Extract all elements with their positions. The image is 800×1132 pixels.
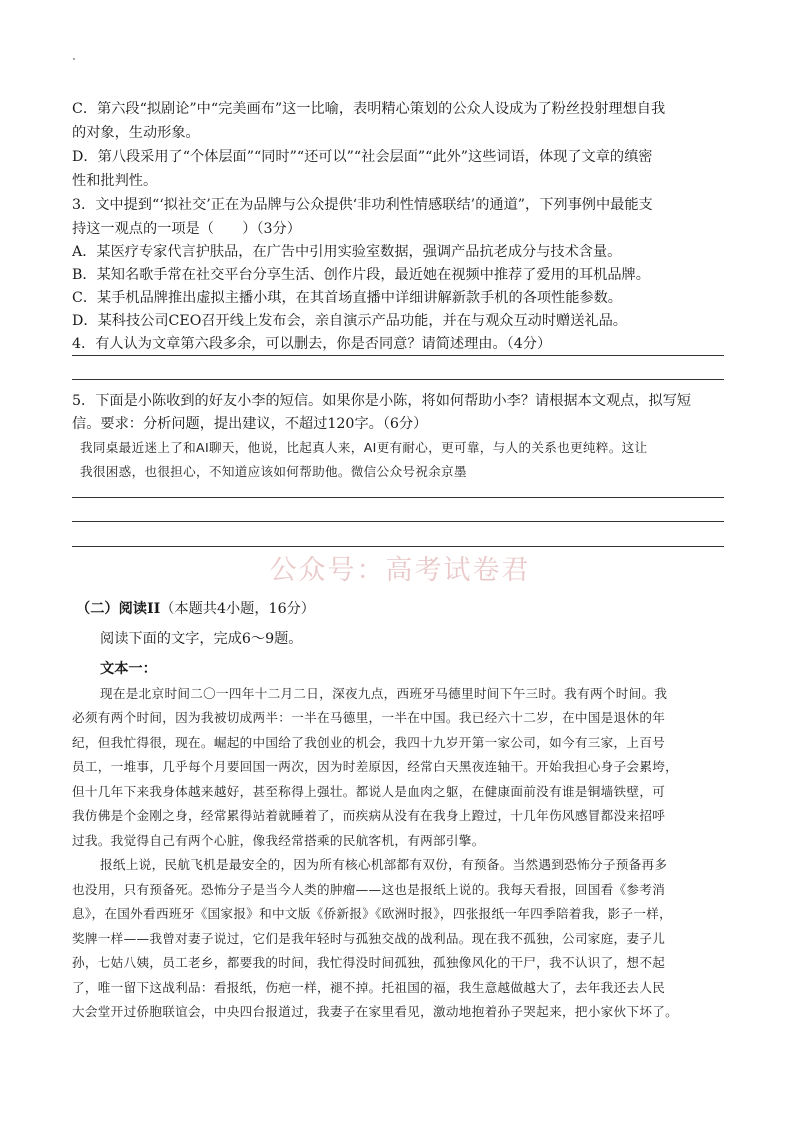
answer-line-q4-2 [72,379,724,380]
answer-line-q5-1 [72,497,724,498]
passage-line-6: 我仿佛是个金刚之身，经常累得站着就睡着了，而疾病从没有在我身上蹬过，十几年伤风感冒都没来招呼 [72,808,666,823]
watermark-text: 公众号：高考试卷君 [269,555,531,586]
passage-line-9: 也没用，只有预备死。恐怖分子是当今人类的肿瘤——这也是报纸上说的。我每天看报，回国看《参考消 [72,882,666,897]
passage-line-1: 现在是北京时间二〇一四年十二月二日，深夜九点，西班牙马德里时间下午三时。我有两个时间。我 [100,686,668,701]
section-2-title: （二）阅读II [76,601,161,617]
answer-line-q5-3 [72,546,724,547]
section-2-heading [76,597,726,621]
passage-line-11: 奖牌一样——我曾对妻子说过，它们是我年轻时与孤独交战的战利品。现在我不孤独，公司家庭，妻子儿 [72,931,666,946]
passage-line-14: 大会堂开过侨胞联谊会，中央四台报道过，我妻子在家里看见，激动地抱着孙子哭起来，把小家伙下坏了。 [72,1004,679,1019]
answer-line-q4-1 [72,355,724,356]
corner-dot [73,58,75,60]
question-3-line-2: 持这一观点的一项是（ ）（3分） [72,221,301,237]
passage-line-3: 纪，但我忙得很，现在。崛起的中国给了我创业的机会，我四十九岁开第一家公司，如今有三家，上百号 [72,735,666,750]
q3-option-a: A．某医疗专家代言护肤品，在广告中引用实验室数据，强调产品抗老成分与技术含量。 [72,244,622,260]
option-d-line-2: 性和批判性。 [72,173,158,189]
text-1-label: 文本一： [100,661,157,677]
passage-line-13: 了，唯一留下这战利品：看报纸，伤疤一样，褪不掉。托祖国的福，我生意越做越大了，去年我还去人民 [72,980,666,995]
section-2-note: （本题共4小题，16分） [160,601,315,617]
passage-line-2: 必须有两个时间，因为我被切成两半：一半在马德里，一半在中国。我已经六十二岁，在中国是退休的年 [72,710,666,725]
question-5-line-1: 5．下面是小陈收到的好友小李的短信。如果你是小陈，将如何帮助小李？请根据本文观点，拟写短 [72,393,692,409]
question-4: 4．有人认为文章第六段多余，可以删去，你是否同意？请简述理由。（4分） [72,336,552,352]
question-5-line-2: 信。要求：分析问题，提出建议，不超过120字。（6分） [72,416,428,432]
answer-line-q5-2 [72,521,724,522]
passage-line-7: 过我。我觉得自己有两个心脏，像我经常搭乘的民航客机，有两部引擎。 [72,833,485,848]
option-c-line-2: 的对象，生动形象。 [72,125,200,141]
passage-line-12: 孙，七姑八姨，员工老乡，都要我的时间，我忙得没时间孤独，孤独像风化的干尸，我不认识了，想不起 [72,955,666,970]
q3-option-c: C．某手机品牌推出虚拟主播小琪，在其首场直播中详细讲解新款手机的各项性能参数。 [72,290,622,306]
sms-text-line-2: 我很困惑，也很担心，不知道应该如何帮助他。微信公众号祝余京墨 [80,464,467,479]
passage-line-4: 员工，一堆事，几乎每个月要回国一两次，因为时差原因，经常白天黑夜连轴干。开始我担心身子会累垮， [72,759,679,774]
q3-option-b: B．某知名歌手常在社交平台分享生活、创作片段，最近她在视频中推荐了爱用的耳机品牌。 [72,267,650,283]
q3-option-d: D．某科技公司CEO召开线上发布会，亲自演示产品功能，并在与观众互动时赠送礼品。 [72,313,627,329]
option-d-line-1: D．第八段采用了“个体层面”“同时”“还可以”“社会层面”“此外”这些词语，体现了文章的缜密 [72,149,653,165]
section-2-instruction: 阅读下面的文字，完成6～9题。 [100,631,303,647]
passage-line-8: 报纸上说，民航飞机是最安全的，因为所有核心机部都有双份，有预备。当然遇到恐怖分子预备再多 [100,857,668,872]
option-c-line-1: C．第六段“拟剧论”中“完美画布”这一比喻，表明精心策划的公众人设成为了粉丝投射理想自我 [72,101,666,117]
passage-line-5: 但十几年下来我身体越来越好，甚至称得上强壮。都说人是血肉之躯，在健康面前没有谁是铜墙铁壁，可 [72,784,666,799]
question-3-line-1: 3．文中提到“‘拟社交’正在为品牌与公众提供‘非功利性情感联结’的通道”，下列事例中最能支 [72,197,653,213]
sms-text-line-1: 我同桌最近迷上了和AI聊天，他说，比起真人来，AI更有耐心，更可靠，与人的关系也更纯粹。这让 [80,440,648,455]
passage-line-10: 息》，在国外看西班牙《国家报》和中文版《侨新报》《欧洲时报》，四张报纸一年四季陪着我，影子一样， [72,906,672,921]
